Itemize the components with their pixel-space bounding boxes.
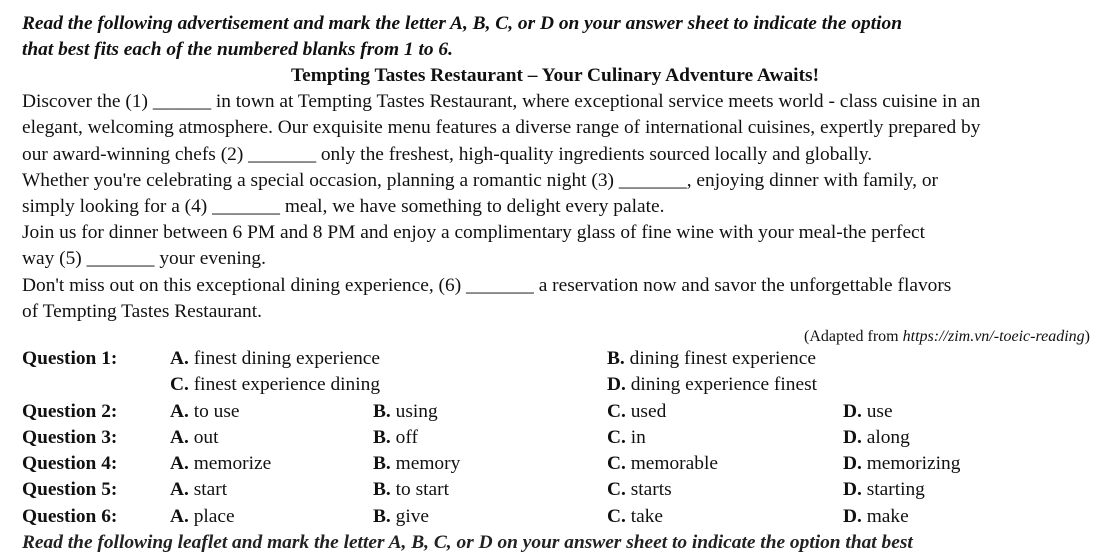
option-5a: A. start xyxy=(170,479,228,500)
question-label: Question 2: xyxy=(22,401,118,422)
option-5d: D. starting xyxy=(843,479,925,500)
option-3c: C. in xyxy=(607,427,646,448)
passage-line: way (5) _______ your evening. xyxy=(22,248,266,269)
instruction-line-1: Read the following advertisement and mark the letter A, B, C, or D on your answer sheet to indicate the option xyxy=(22,13,902,34)
source-url: https://zim.vn/-toeic-reading xyxy=(902,328,1085,345)
source-prefix: (Adapted from xyxy=(803,328,903,345)
option-1b: B. dining finest experience xyxy=(607,348,816,369)
passage-line: Discover the (1) ______ in town at Tempting Tastes Restaurant, where exceptional service meets world - class cuisine in an xyxy=(22,91,981,112)
option-2d: D. use xyxy=(843,401,893,422)
passage-line: Join us for dinner between 6 PM and 8 PM and enjoy a complimentary glass of fine wine with your meal-the perfect xyxy=(22,222,926,243)
option-6b: B. give xyxy=(373,506,430,527)
option-2b: B. using xyxy=(373,401,438,422)
option-2a: A. to use xyxy=(170,401,240,422)
next-section-instruction-cutoff: Read the following leaflet and mark the letter A, B, C, or D on your answer sheet to indicate the option that best xyxy=(22,532,913,553)
question-label: Question 1: xyxy=(22,348,118,369)
passage-line: Don't miss out on this exceptional dining experience, (6) _______ a reservation now and savor the unforgettable flavors xyxy=(22,275,952,296)
question-label: Question 5: xyxy=(22,479,118,500)
option-4d: D. memorizing xyxy=(843,453,961,474)
instruction-line-2: that best fits each of the numbered blanks from 1 to 6. xyxy=(22,39,453,60)
option-5c: C. starts xyxy=(607,479,672,500)
passage-line: our award-winning chefs (2) _______ only the freshest, high-quality ingredients sourced locally and globally. xyxy=(22,144,873,165)
option-4c: C. memorable xyxy=(607,453,718,474)
source-citation xyxy=(804,324,1090,350)
option-4a: A. memorize xyxy=(170,453,272,474)
question-label: Question 6: xyxy=(22,506,118,527)
option-1d: D. dining experience finest xyxy=(607,374,818,395)
option-1a: A. finest dining experience xyxy=(170,348,381,369)
option-6c: C. take xyxy=(607,506,664,527)
option-1c: C. finest experience dining xyxy=(170,374,381,395)
passage-line: of Tempting Tastes Restaurant. xyxy=(22,301,262,322)
passage-line: elegant, welcoming atmosphere. Our exquisite menu features a diverse range of international cuisines, expertly prepared by xyxy=(22,117,981,138)
source-suffix: ) xyxy=(1084,328,1090,345)
passage-line: Whether you're celebrating a special occasion, planning a romantic night (3) _______, enjoying dinner with family, or xyxy=(22,170,939,191)
passage-line: simply looking for a (4) _______ meal, we have something to delight every palate. xyxy=(22,196,665,217)
advertisement-title: Tempting Tastes Restaurant – Your Culinary Adventure Awaits! xyxy=(290,65,820,86)
option-4b: B. memory xyxy=(373,453,461,474)
option-2c: C. used xyxy=(607,401,667,422)
option-6d: D. make xyxy=(843,506,909,527)
option-3a: A. out xyxy=(170,427,219,448)
option-5b: B. to start xyxy=(373,479,449,500)
question-label: Question 3: xyxy=(22,427,118,448)
option-6a: A. place xyxy=(170,506,235,527)
option-3b: B. off xyxy=(373,427,418,448)
question-label: Question 4: xyxy=(22,453,118,474)
option-3d: D. along xyxy=(843,427,910,448)
